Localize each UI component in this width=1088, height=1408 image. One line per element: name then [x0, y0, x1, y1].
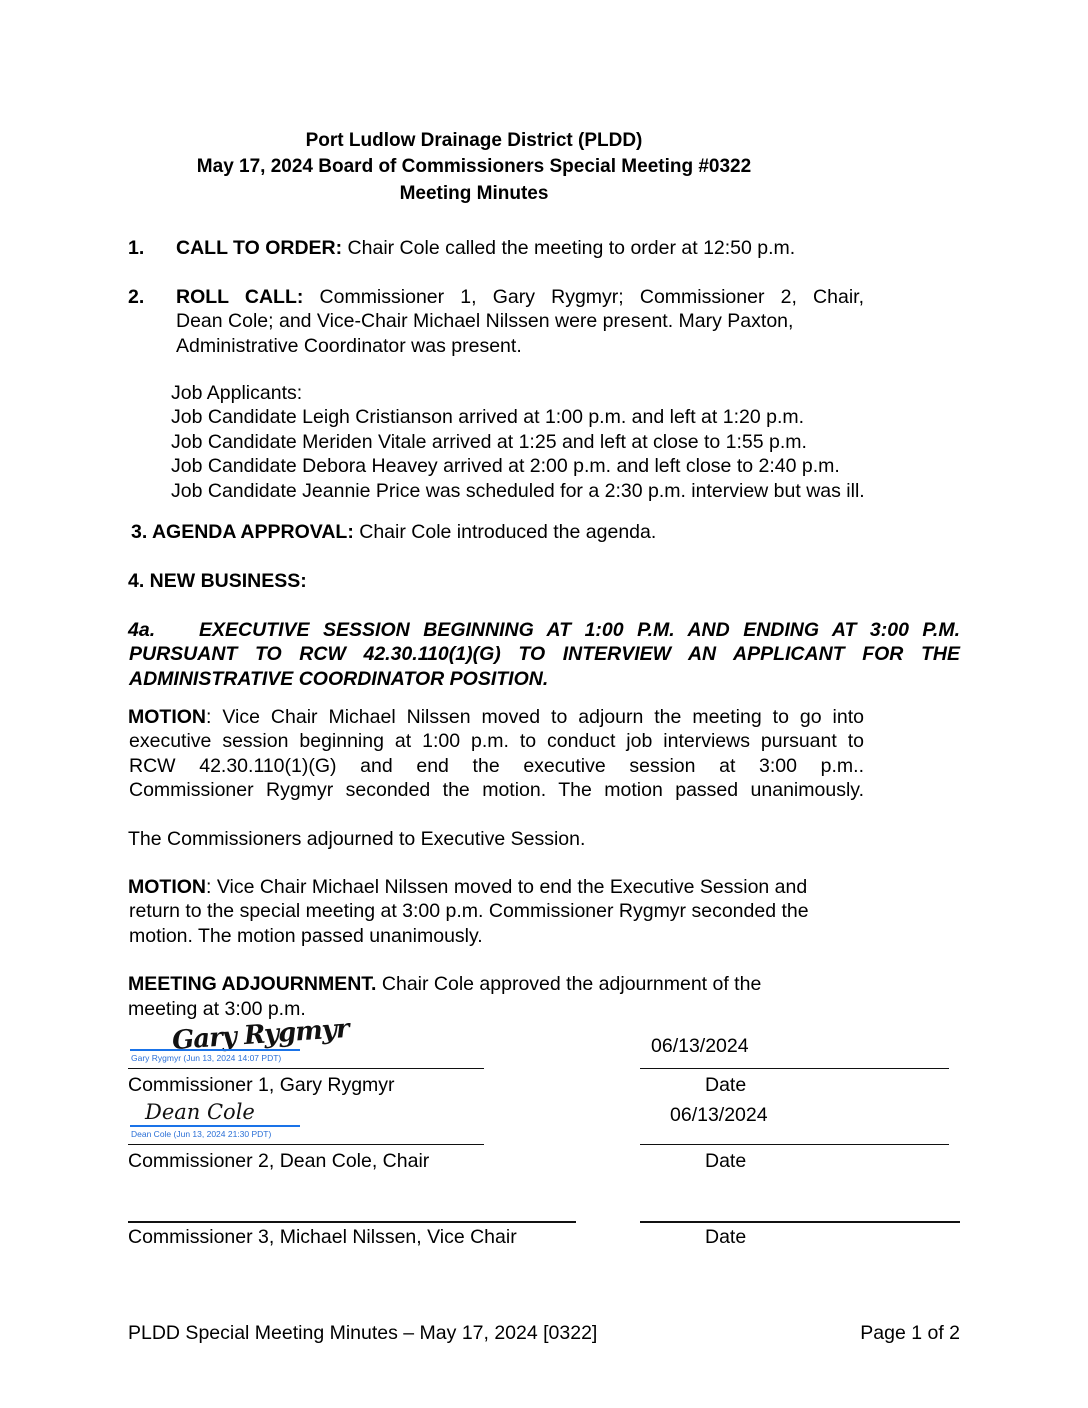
new-business-heading: 4. NEW BUSINESS:	[128, 570, 307, 592]
item-4a-line-2: PURSUANT TO RCW 42.30.110(1)(G) TO INTERVIEW AN APPLICANT FOR THE	[129, 643, 960, 665]
signature-label: Commissioner 1, Gary Rygmyr	[128, 1074, 395, 1096]
roll-call-line-1	[176, 285, 864, 310]
adjournment-line-1	[128, 972, 761, 997]
motion-2-line-3: motion. The motion passed unanimously.	[129, 925, 483, 947]
minutes-title: Meeting Minutes	[399, 183, 549, 204]
job-applicant-line: Job Candidate Meriden Vitale arrived at 1:25 and left at close to 1:55 p.m.	[171, 431, 807, 453]
call-to-order-label: CALL TO ORDER:	[176, 237, 343, 259]
adjournment-line-2: meeting at 3:00 p.m.	[128, 998, 306, 1020]
signature-gary-rygmyr: Gary Rygmyr	[171, 1013, 350, 1057]
signature-line	[128, 1221, 576, 1223]
date-line	[640, 1221, 960, 1223]
agenda-approval-item	[131, 520, 656, 545]
date-line	[640, 1068, 949, 1069]
item-number: 1.	[128, 237, 145, 259]
signature-line	[128, 1144, 484, 1145]
signature-date: 06/13/2024	[670, 1104, 768, 1126]
signature-line	[128, 1068, 484, 1069]
adjournment-body: Chair Cole approved the adjournment of the	[376, 973, 762, 995]
job-applicant-line: Job Candidate Leigh Cristianson arrived at 1:00 p.m. and left at 1:20 p.m.	[171, 406, 805, 428]
motion-2-label: MOTION	[128, 876, 206, 898]
job-applicant-line: Job Candidate Jeannie Price was scheduled for a 2:30 p.m. interview but was ill.	[171, 480, 865, 502]
signature-dean-cole: Dean Cole	[145, 1100, 255, 1124]
motion-1-line-1	[128, 705, 864, 730]
signature-date: 06/13/2024	[651, 1035, 749, 1057]
footer-document-name: PLDD Special Meeting Minutes – May 17, 2024 [0322]	[128, 1322, 598, 1344]
call-to-order-item	[128, 236, 144, 261]
document-title: Port Ludlow Drainage District (PLDD)	[305, 130, 643, 151]
date-label: Date	[705, 1150, 747, 1172]
item-4a-line-1: EXECUTIVE SESSION BEGINNING AT 1:00 P.M. AND ENDING AT 3:00 P.M.	[199, 619, 960, 641]
adjourned-statement: The Commissioners adjourned to Executive Session.	[128, 828, 586, 850]
meeting-title: May 17, 2024 Board of Commissioners Special Meeting #0322	[196, 156, 752, 177]
agenda-approval-label: 3. AGENDA APPROVAL:	[131, 521, 354, 543]
date-label: Date	[705, 1074, 747, 1096]
roll-call-line-2: Dean Cole; and Vice-Chair Michael Nilssen were present. Mary Paxton,	[176, 310, 794, 332]
job-applicant-line: Job Candidate Debora Heavey arrived at 2:00 p.m. and left close to 2:40 p.m.	[171, 455, 840, 477]
signature-underline	[130, 1125, 300, 1127]
adjournment-label: MEETING ADJOURNMENT.	[128, 973, 377, 995]
signature-label: Commissioner 2, Dean Cole, Chair	[128, 1150, 430, 1172]
item-4a-number: 4a.	[128, 619, 156, 641]
motion-1-line-3: RCW 42.30.110(1)(G) and end the executive session at 3:00 p.m..	[129, 755, 864, 777]
call-to-order-text	[176, 236, 795, 261]
motion-1-body: : Vice Chair Michael Nilssen moved to adjourn the meeting to go into	[206, 706, 864, 728]
roll-call-line-3: Administrative Coordinator was present.	[176, 335, 522, 357]
call-to-order-body: Chair Cole called the meeting to order at 12:50 p.m.	[342, 237, 796, 259]
agenda-approval-body: Chair Cole introduced the agenda.	[353, 521, 657, 543]
job-applicants-heading: Job Applicants:	[171, 382, 303, 404]
footer-page-number: Page 1 of 2	[860, 1322, 960, 1344]
signature-underline	[130, 1049, 300, 1051]
date-line	[640, 1144, 949, 1145]
date-label: Date	[705, 1226, 747, 1248]
signature-meta: Dean Cole (Jun 13, 2024 21:30 PDT)	[131, 1129, 272, 1139]
signature-meta: Gary Rygmyr (Jun 13, 2024 14:07 PDT)	[131, 1053, 282, 1063]
motion-2-line-2: return to the special meeting at 3:00 p.m. Commissioner Rygmyr seconded the	[129, 900, 809, 922]
motion-1-label: MOTION	[128, 706, 206, 728]
roll-call-body: Commissioner 1, Gary Rygmyr; Commissioner 2, Chair,	[303, 286, 864, 308]
motion-1-line-2: executive session beginning at 1:00 p.m. to conduct job interviews pursuant to	[129, 730, 864, 752]
roll-call-number: 2.	[128, 286, 145, 308]
roll-call-label: ROLL CALL:	[176, 286, 304, 308]
item-4a-line-3: ADMINISTRATIVE COORDINATOR POSITION.	[129, 668, 549, 690]
motion-2-line-1	[128, 875, 807, 900]
motion-2-body: : Vice Chair Michael Nilssen moved to end the Executive Session and	[206, 876, 808, 898]
motion-1-line-4: Commissioner Rygmyr seconded the motion. The motion passed unanimously.	[129, 779, 864, 801]
signature-label: Commissioner 3, Michael Nilssen, Vice Chair	[128, 1226, 517, 1248]
